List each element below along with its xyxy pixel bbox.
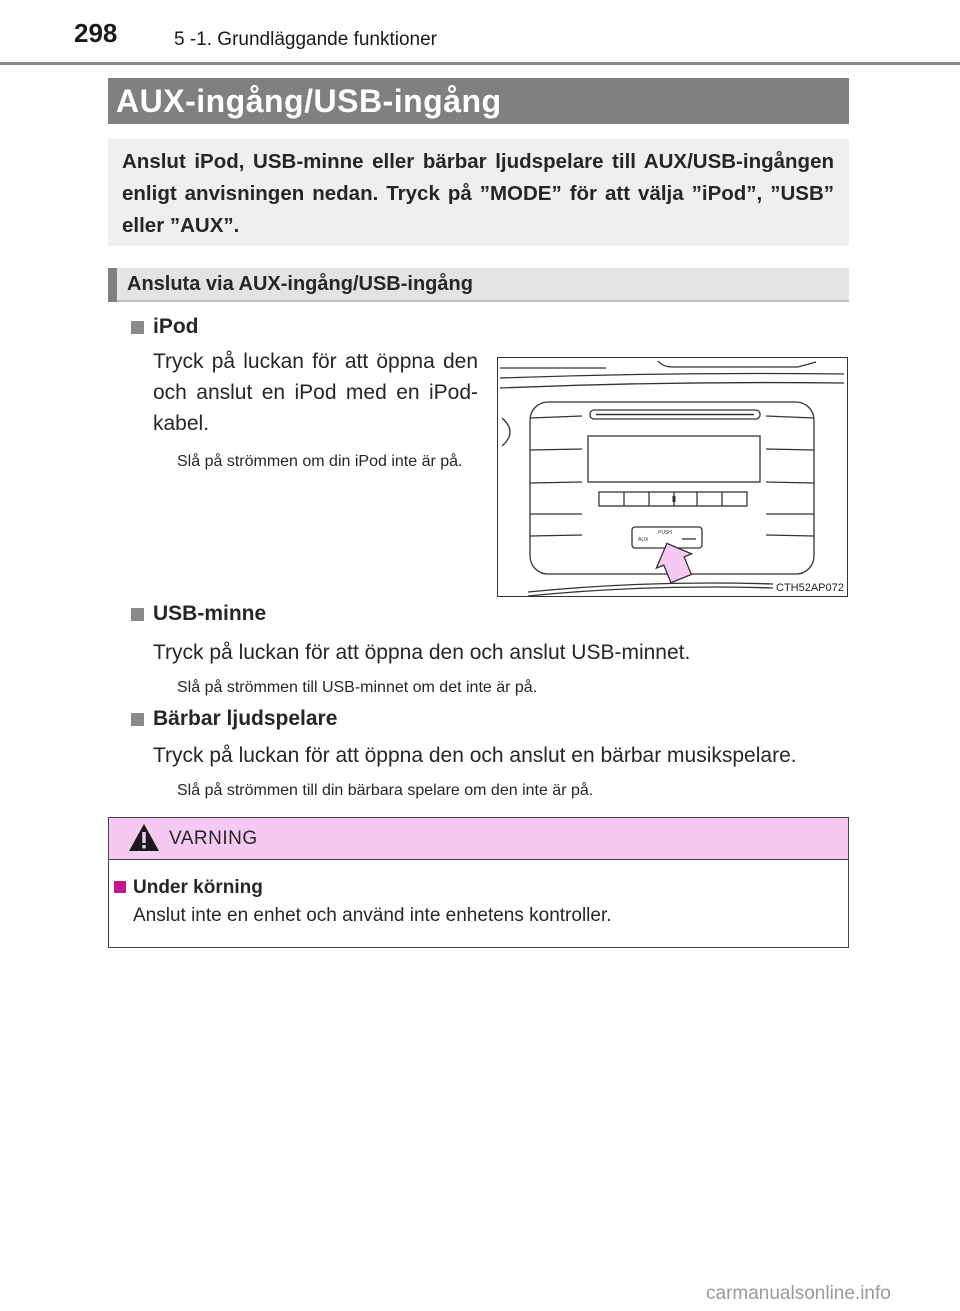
section-title: AUX-ingång/USB-ingång	[116, 83, 502, 119]
aux-label: AUX	[638, 537, 649, 543]
item-note-usb: Slå på strömmen till USB-minnet om det inte är på.	[177, 679, 538, 696]
audio-unit-illustration	[497, 357, 848, 597]
warning-bullet-icon	[114, 881, 126, 893]
header-divider	[0, 62, 960, 65]
page-number: 298	[74, 18, 118, 48]
item-note-portable: Slå på strömmen till din bärbara spelare om den inte är på.	[177, 782, 594, 799]
audio-unit-drawing	[498, 358, 847, 596]
chapter-title: 5 -1. Grundläggande funktioner	[174, 29, 438, 50]
item-heading-usb: USB-minne	[153, 602, 267, 625]
watermark: carmanualsonline.info	[706, 1283, 891, 1304]
subsection-title: Ansluta via AUX-ingång/USB-ingång	[127, 273, 473, 295]
bullet-square-icon	[131, 713, 144, 726]
pointer-arrow-icon	[649, 536, 698, 585]
push-label: PUSH	[658, 530, 672, 536]
figure-code: CTH52AP072	[776, 582, 844, 594]
bullet-square-icon	[131, 608, 144, 621]
subsection-accent	[108, 268, 117, 302]
item-heading-portable: Bärbar ljudspelare	[153, 707, 338, 730]
item-body-portable: Tryck på luckan för att öppna den och anslut en bärbar musikspelare.	[153, 744, 797, 767]
item-note-ipod: Slå på strömmen om din iPod inte är på.	[177, 453, 463, 470]
item-body-usb: Tryck på luckan för att öppna den och anslut USB-minnet.	[153, 641, 691, 664]
warning-text: Anslut inte en enhet och använd inte enhetens kontroller.	[133, 905, 612, 926]
bullet-square-icon	[131, 321, 144, 334]
warning-label: VARNING	[169, 828, 258, 849]
warning-subheading: Under körning	[133, 877, 263, 898]
warning-triangle-icon	[127, 822, 161, 854]
item-heading-ipod: iPod	[153, 315, 199, 338]
intro-text: Anslut iPod, USB-minne eller bärbar ljudspelare till AUX/USB-ingången enligt anvisningen nedan. Tryck på ”MODE” för att välja ”iPod”, ”USB” eller ”AUX”.	[122, 150, 834, 237]
item-body-ipod: Tryck på luckan för att öppna den och anslut en iPod med en iPod-kabel.	[153, 350, 478, 435]
